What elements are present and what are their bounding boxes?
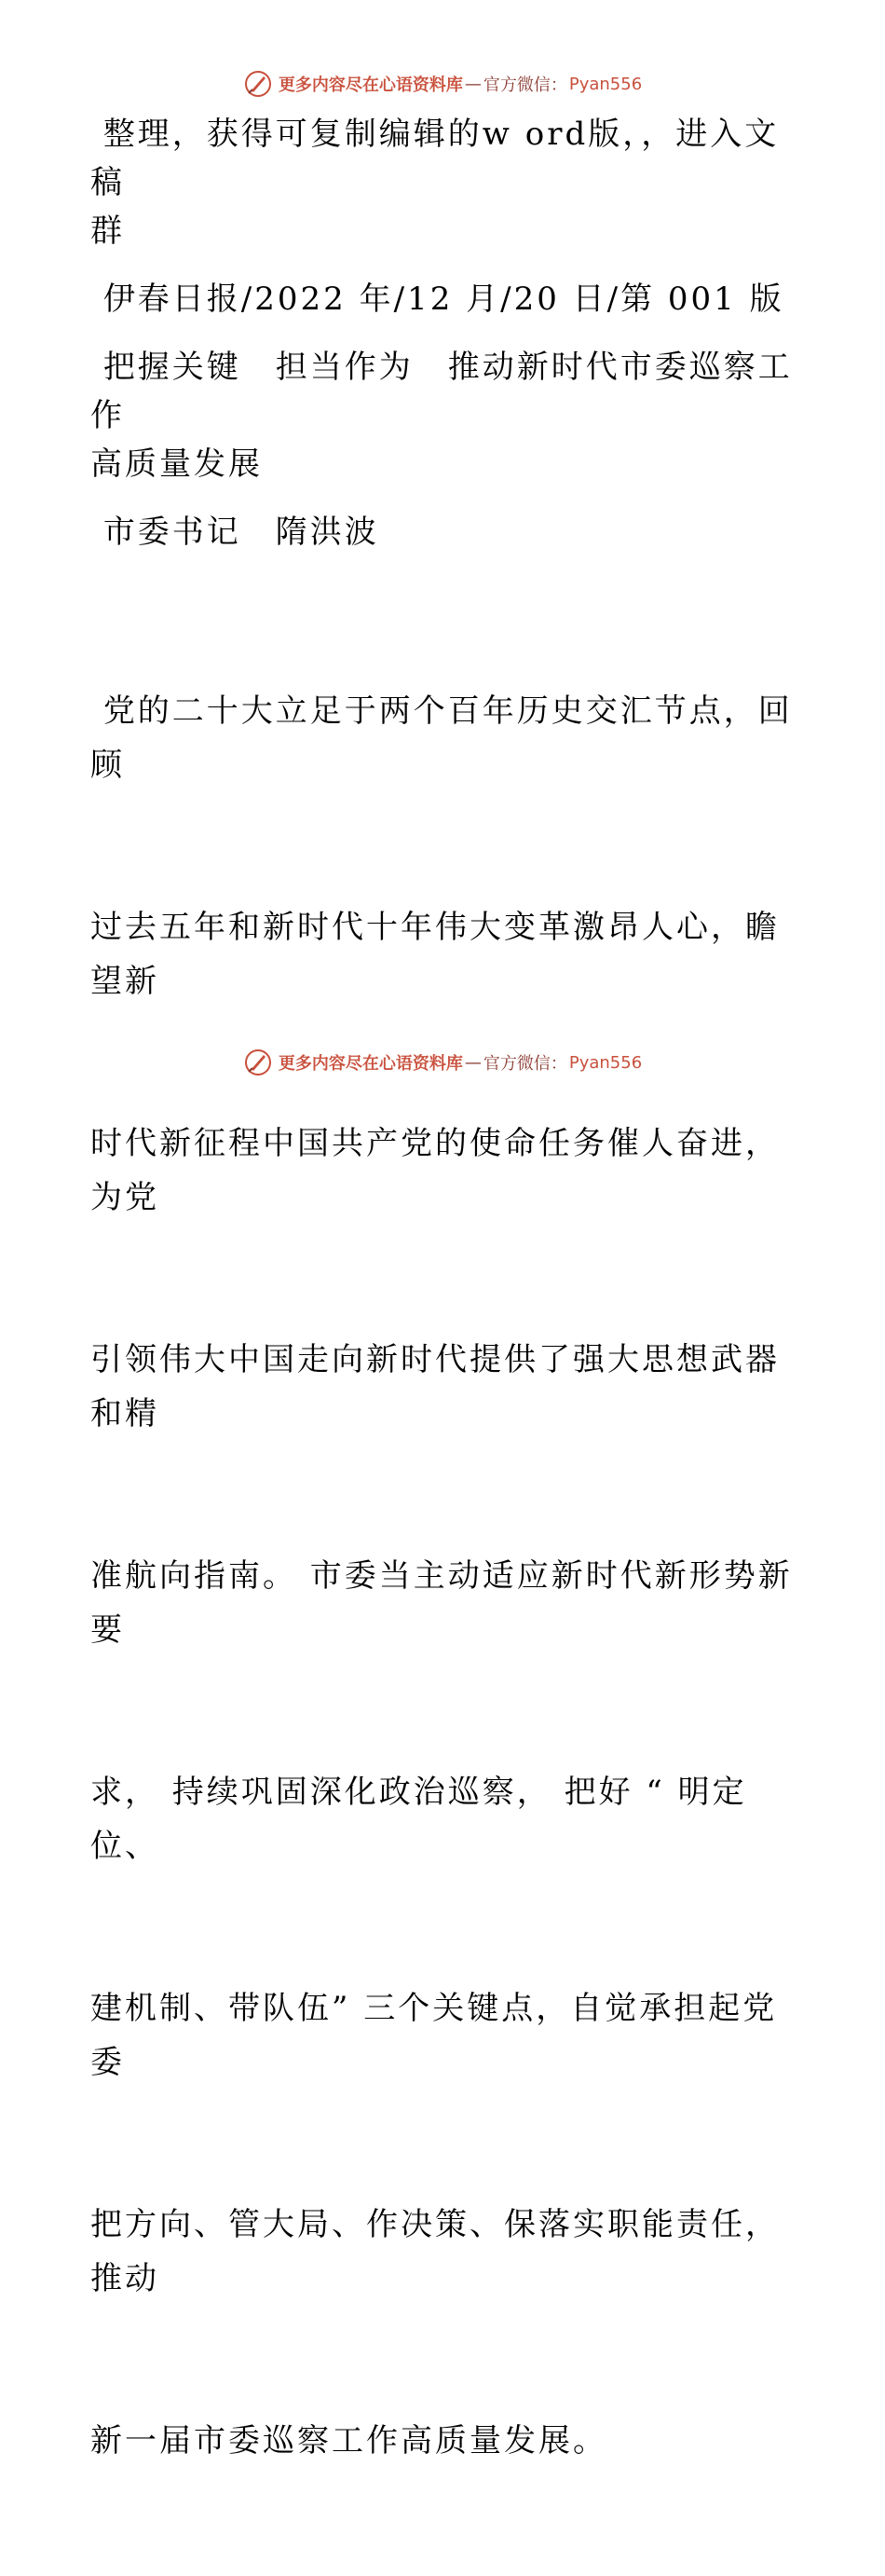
watermark-wechat-id: Pyan556 [568, 74, 643, 94]
intro-paragraph [90, 110, 795, 255]
watermark-wechat-id: Pyan556 [568, 1052, 643, 1073]
document-body [90, 110, 795, 2576]
body-line: 引领伟大中国走向新时代提供了强大思想武器和精 [90, 1341, 780, 1432]
headline [90, 343, 795, 488]
headline-line-1: 把握关键 担当作为 推动新时代市委巡察工作 [90, 349, 793, 434]
watermark-dash: — [464, 74, 482, 94]
body-line: 建机制、带队伍” 三个关键点，自觉承担起党委 [90, 1990, 778, 2081]
body-line: 把方向、管大局、作决策、保落实职能责任，推动 [90, 2206, 780, 2297]
intro-line-2: 群 [90, 212, 125, 250]
quill-emblem-icon [243, 69, 273, 99]
body-line: 党的二十大立足于两个百年历史交汇节点，回顾 [90, 692, 793, 784]
body-line: 过去五年和新时代十年伟大变革激昂人心，瞻望新 [90, 909, 780, 1000]
watermark-wechat-label: 官方微信： [483, 75, 567, 95]
watermark-brand-text: 更多内容尽在心语资料库 [278, 1054, 463, 1074]
author-line: 市委书记 隋洪波 [90, 514, 379, 551]
quill-emblem-icon [243, 1048, 273, 1077]
headline-line-2: 高质量发展 [90, 445, 263, 483]
watermark-header [0, 65, 885, 103]
watermark-dash: — [464, 1052, 482, 1073]
watermark-brand-text: 更多内容尽在心语资料库 [278, 75, 463, 95]
watermark-footer [0, 1044, 885, 1081]
watermark-wechat-label: 官方微信： [483, 1054, 567, 1074]
body-line: 新一届市委巡察工作高质量发展。 [90, 2422, 607, 2460]
source-line: 伊春日报/2022 年/12 月/20 日/第 001 版 [90, 281, 784, 318]
body-paragraph [90, 576, 795, 2576]
intro-line-1: 整理，获得可复制编辑的w ord版，，进入文稿 [90, 116, 780, 201]
body-line: 时代新征程中国共产党的使命任务催人奋进，为党 [90, 1125, 780, 1216]
body-line: 准航向指南。 市委当主动适应新时代新形势新要 [90, 1557, 793, 1649]
body-line: 求， 持续巩固深化政治巡察， 把好 “ 明定位、 [90, 1774, 747, 1865]
